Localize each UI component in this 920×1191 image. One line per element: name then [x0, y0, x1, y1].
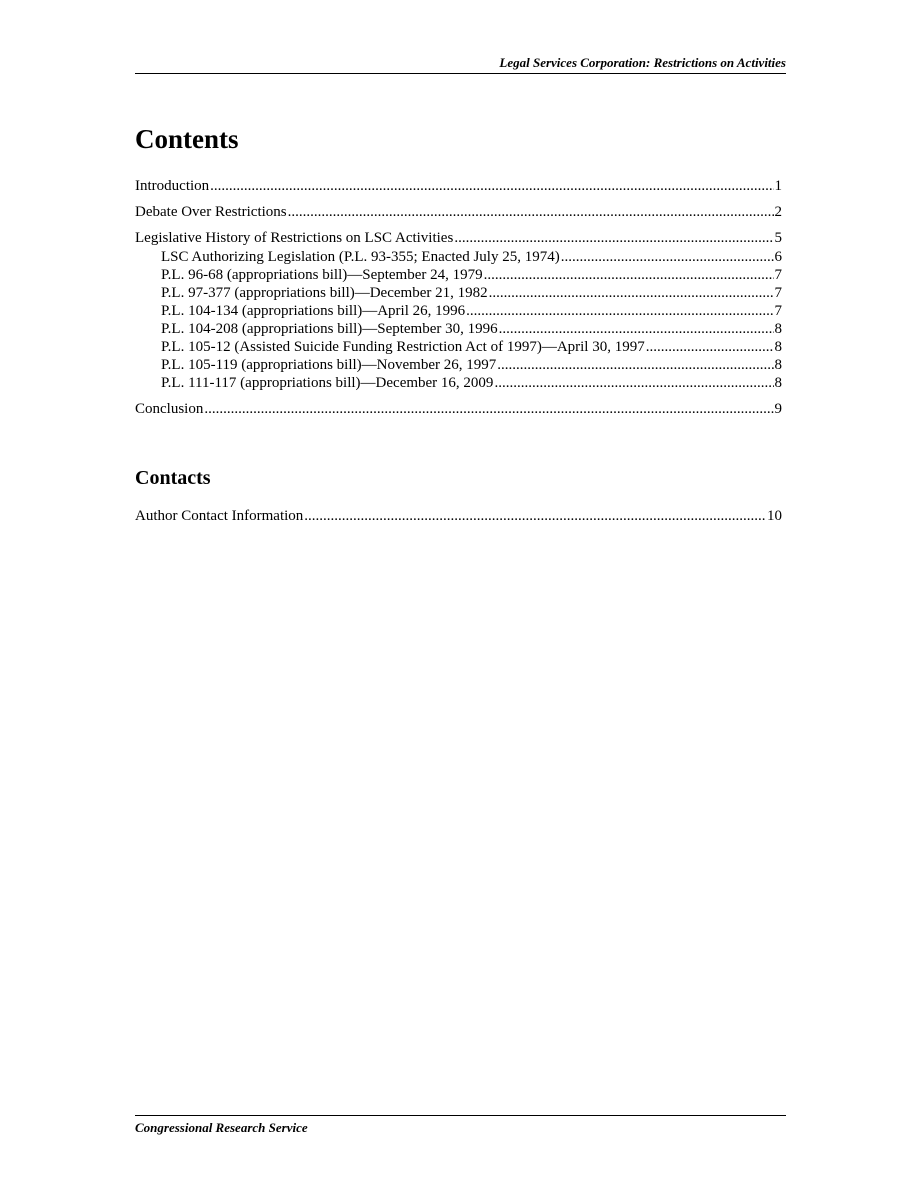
dot-leader — [499, 320, 774, 338]
dot-leader — [466, 302, 773, 320]
dot-leader — [304, 507, 766, 525]
toc-page-number: 7 — [774, 303, 782, 319]
toc-entry-introduction[interactable] — [135, 177, 782, 195]
toc-page-number: 8 — [774, 375, 782, 391]
toc-page-number: 7 — [774, 267, 782, 283]
dot-leader — [210, 177, 773, 195]
toc-page-number: 7 — [774, 285, 782, 301]
dot-leader — [454, 229, 773, 247]
toc-entry-pl-111-117[interactable] — [135, 374, 782, 392]
toc-entry-title: P.L. 96-68 (appropriations bill)—September 24, 1979 — [161, 267, 483, 283]
toc-entry-title: LSC Authorizing Legislation (P.L. 93-355; Enacted July 25, 1974) — [161, 249, 560, 265]
dot-leader — [646, 338, 774, 356]
toc-page-number: 8 — [774, 321, 782, 337]
dot-leader — [494, 374, 773, 392]
toc-entry-title: P.L. 104-134 (appropriations bill)—April 26, 1996 — [161, 303, 466, 319]
toc-entry-title: Debate Over Restrictions — [135, 204, 287, 220]
running-footer: Congressional Research Service — [135, 1115, 786, 1136]
running-header: Legal Services Corporation: Restrictions on Activities — [135, 55, 786, 74]
toc-entry-pl-96-68[interactable] — [135, 266, 782, 284]
toc-entry-title: P.L. 111-117 (appropriations bill)—December 16, 2009 — [161, 375, 494, 391]
dot-leader — [204, 400, 773, 418]
toc-page-number: 10 — [767, 508, 782, 524]
dot-leader — [484, 266, 774, 284]
toc-entry-title: P.L. 104-208 (appropriations bill)—September 30, 1996 — [161, 321, 498, 337]
toc-page-number: 8 — [774, 339, 782, 355]
toc-entry-title: Conclusion — [135, 401, 204, 417]
toc-entry-title: P.L. 105-119 (appropriations bill)—November 26, 1997 — [161, 357, 497, 373]
toc-entry-title: Legislative History of Restrictions on LSC Activities — [135, 230, 454, 246]
contacts-list — [135, 507, 782, 533]
toc-entry-pl-105-119[interactable] — [135, 356, 782, 374]
toc-entry-pl-105-12[interactable] — [135, 338, 782, 356]
toc-entry-pl-104-134[interactable] — [135, 302, 782, 320]
dot-leader — [561, 248, 774, 266]
toc-entry-title: Introduction — [135, 178, 210, 194]
toc-entry-conclusion[interactable] — [135, 400, 782, 418]
toc-page-number: 2 — [774, 204, 782, 220]
dot-leader — [489, 284, 774, 302]
toc-page-number: 6 — [774, 249, 782, 265]
dot-leader — [288, 203, 774, 221]
toc-page-number: 9 — [774, 401, 782, 417]
dot-leader — [497, 356, 773, 374]
toc-page-number: 1 — [774, 178, 782, 194]
contents-heading: Contents — [135, 124, 239, 154]
contacts-heading: Contacts — [135, 467, 211, 489]
toc-page-number: 5 — [774, 230, 782, 246]
toc-entry-title: Author Contact Information — [135, 508, 304, 524]
toc-entry-debate-over-restrictions[interactable] — [135, 203, 782, 221]
toc-entry-pl-97-377[interactable] — [135, 284, 782, 302]
toc-entry-title: P.L. 105-12 (Assisted Suicide Funding Restriction Act of 1997)—April 30, 1997 — [161, 339, 645, 355]
table-of-contents — [135, 177, 782, 426]
toc-entry-author-contact-information[interactable] — [135, 507, 782, 525]
toc-page-number: 8 — [774, 357, 782, 373]
toc-entry-lsc-authorizing-legislation[interactable] — [135, 248, 782, 266]
toc-entry-title: P.L. 97-377 (appropriations bill)—December 21, 1982 — [161, 285, 488, 301]
toc-entry-pl-104-208[interactable] — [135, 320, 782, 338]
toc-entry-legislative-history[interactable] — [135, 229, 782, 247]
